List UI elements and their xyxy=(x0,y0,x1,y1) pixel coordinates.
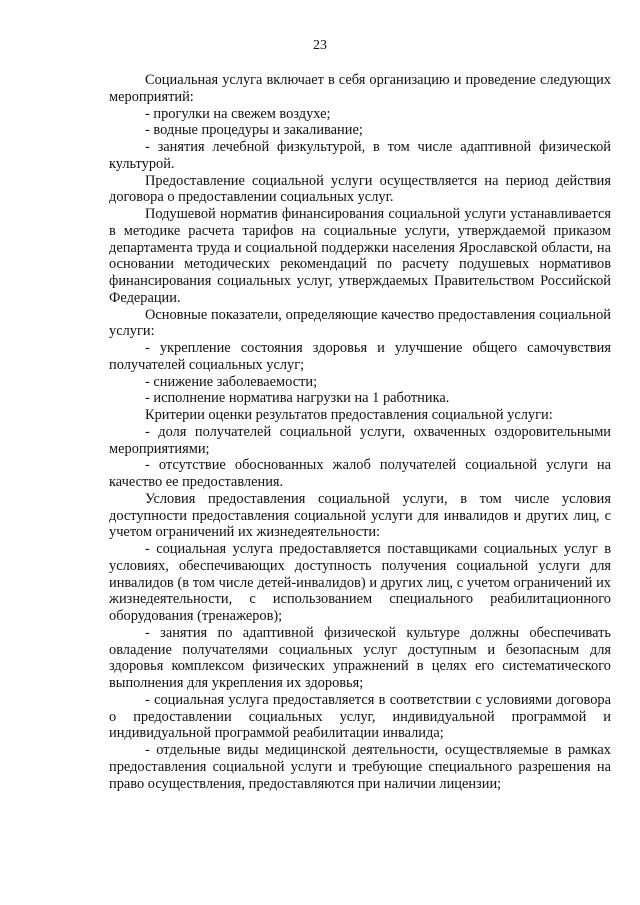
list-item: - исполнение норматива нагрузки на 1 работника. xyxy=(145,390,450,407)
paragraph: Основные показатели, определяющие качество предоставления социальной услуги: xyxy=(109,306,611,340)
list-item: - отдельные виды медицинской деятельности, осуществляемые в рамках предоставления социальной услуги и требующие специального разрешения на право осуществления, предоставляются при наличии лицензии; xyxy=(109,742,611,792)
list-item: - занятия лечебной физкультурой, в том числе адаптивной физической культурой. xyxy=(109,139,611,172)
list-item: - социальная услуга предоставляется поставщиками социальных услуг в условиях, обеспечивающих доступность получения социальной услуги для инвалидов (в том числе детей-инвалидов) и других лиц, с учетом ограничений их жизнедеятельности, с использованием специального реабилитационного оборудования (тренажеров); xyxy=(109,541,611,624)
paragraph: Предоставление социальной услуги осуществляется на период действия договора о предоставлении социальных услуг. xyxy=(109,172,611,206)
paragraph: Условия предоставления социальной услуги, в том числе условия доступности предоставления социальной услуги для инвалидов и других лиц, с учетом ограничений их жизнедеятельности: xyxy=(109,490,611,541)
list-item: - социальная услуга предоставляется в соответствии с условиями договора о предоставлении социальных услуг, индивидуальной программой и индивидуальной программой реабилитации инвалида; xyxy=(109,691,611,742)
list-item: - укрепление состояния здоровья и улучшение общего самочувствия получателей социальных услуг; xyxy=(109,340,611,373)
list-item: - водные процедуры и закаливание; xyxy=(145,122,363,139)
list-item: - занятия по адаптивной физической культуре должны обеспечивать овладение получателями социальных услуг доступным и безопасным для здоровья комплексом физических упражнений в целях его систематического выполнения для укрепления их здоровья; xyxy=(109,624,611,691)
paragraph: Критерии оценки результатов предоставления социальной услуги: xyxy=(145,407,553,423)
list-item: - отсутствие обоснованных жалоб получателей социальной услуги на качество ее предоставления. xyxy=(109,457,611,490)
page-number: 23 xyxy=(313,38,327,53)
document-body xyxy=(109,72,611,792)
paragraph: Подушевой норматив финансирования социальной услуги устанавливается в методике расчета тарифов на социальные услуги, утверждаемой приказом департамента труда и социальной поддержки населения Ярославской области, на основании методических рекомендаций по расчету подушевых нормативов финансирования социальных услуг, утверждаемых Правительством Российской Федерации. xyxy=(109,206,611,306)
list-item: - снижение заболеваемости; xyxy=(145,373,318,390)
list-item: - доля получателей социальной услуги, охваченных оздоровительными мероприятиями; xyxy=(109,423,611,457)
paragraph: Социальная услуга включает в себя организацию и проведение следующих мероприятий: xyxy=(109,72,611,105)
list-item: - прогулки на свежем воздухе; xyxy=(145,105,331,122)
